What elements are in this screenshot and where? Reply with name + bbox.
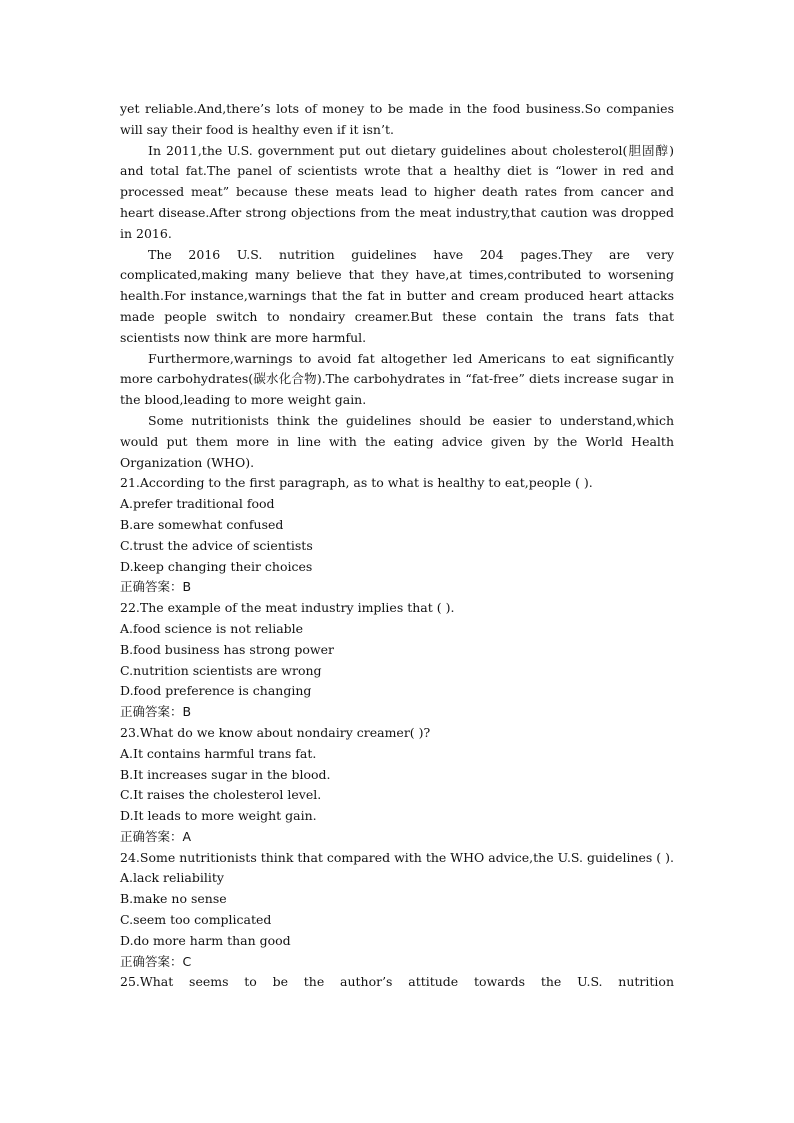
option-d: D.It leads to more weight gain. xyxy=(120,808,317,824)
passage-paragraph-2: In 2011,the U.S. government put out dietary guidelines about cholesterol(胆固醇) and total fat.The panel of scientists wrote that a healthy diet is “lower in red and processed meat” because these meats lead to higher death rates from cancer and heart disease.After strong objections from the meat industry,that caution was dropped in 2016. xyxy=(120,142,674,241)
option-b: B.food business has strong power xyxy=(120,641,334,657)
passage-paragraph-3: The 2016 U.S. nutrition guidelines have 204 pages.They are very complicated,making many believe that they have,at times,contributed to worsening health.For instance,warnings that the fat in butter and cream produced heart attacks made people switch to nondairy creamer.But these contain the trans fats that scientists now think are more harmful. xyxy=(120,246,674,345)
correct-answer: 正确答案：B xyxy=(120,704,192,720)
option-b: B.make no sense xyxy=(120,891,227,907)
question-22 xyxy=(120,598,674,723)
option-c: C.nutrition scientists are wrong xyxy=(120,662,322,678)
correct-answer: 正确答案：C xyxy=(120,953,192,969)
question-24 xyxy=(120,848,674,973)
option-a: A.prefer traditional food xyxy=(120,496,275,512)
option-d: D.do more harm than good xyxy=(120,932,291,948)
question-stem: 24.Some nutritionists think that compared with the WHO advice,the U.S. guidelines ( ). xyxy=(120,849,674,865)
option-a: A.It contains harmful trans fat. xyxy=(120,745,317,761)
question-23 xyxy=(120,723,674,848)
question-25-stem: 25.What seems to be the author’s attitude towards the U.S. nutrition xyxy=(120,974,674,990)
option-c: C.It raises the cholesterol level. xyxy=(120,787,322,803)
correct-answer: 正确答案：B xyxy=(120,579,192,595)
passage-paragraph-1: yet reliable.And,there’s lots of money to be made in the food business.So companies will say their food is healthy even if it isn’t. xyxy=(120,101,674,137)
question-21 xyxy=(120,473,674,598)
option-d: D.food preference is changing xyxy=(120,683,312,699)
option-b: B.It increases sugar in the blood. xyxy=(120,766,331,782)
question-stem: 23.What do we know about nondairy creamer( )? xyxy=(120,724,431,740)
option-c: C.trust the advice of scientists xyxy=(120,537,313,553)
question-stem: 21.According to the first paragraph, as to what is healthy to eat,people ( ). xyxy=(120,475,593,491)
option-a: A.lack reliability xyxy=(120,870,224,886)
correct-answer: 正确答案：A xyxy=(120,828,192,844)
option-b: B.are somewhat confused xyxy=(120,516,284,532)
option-c: C.seem too complicated xyxy=(120,912,272,928)
document-page xyxy=(120,99,674,993)
option-d: D.keep changing their choices xyxy=(120,558,313,574)
question-stem: 22.The example of the meat industry implies that ( ). xyxy=(120,600,455,616)
passage-paragraph-4: Furthermore,warnings to avoid fat altogether led Americans to eat significantly more carbohydrates(碳水化合物).The carbohydrates in “fat-free” diets increase sugar in the blood,leading to more weight gain. xyxy=(120,350,674,408)
passage-paragraph-5: Some nutritionists think the guidelines should be easier to understand,which would put them more in line with the eating advice given by the World Health Organization (WHO). xyxy=(120,412,674,470)
option-a: A.food science is not reliable xyxy=(120,620,304,636)
